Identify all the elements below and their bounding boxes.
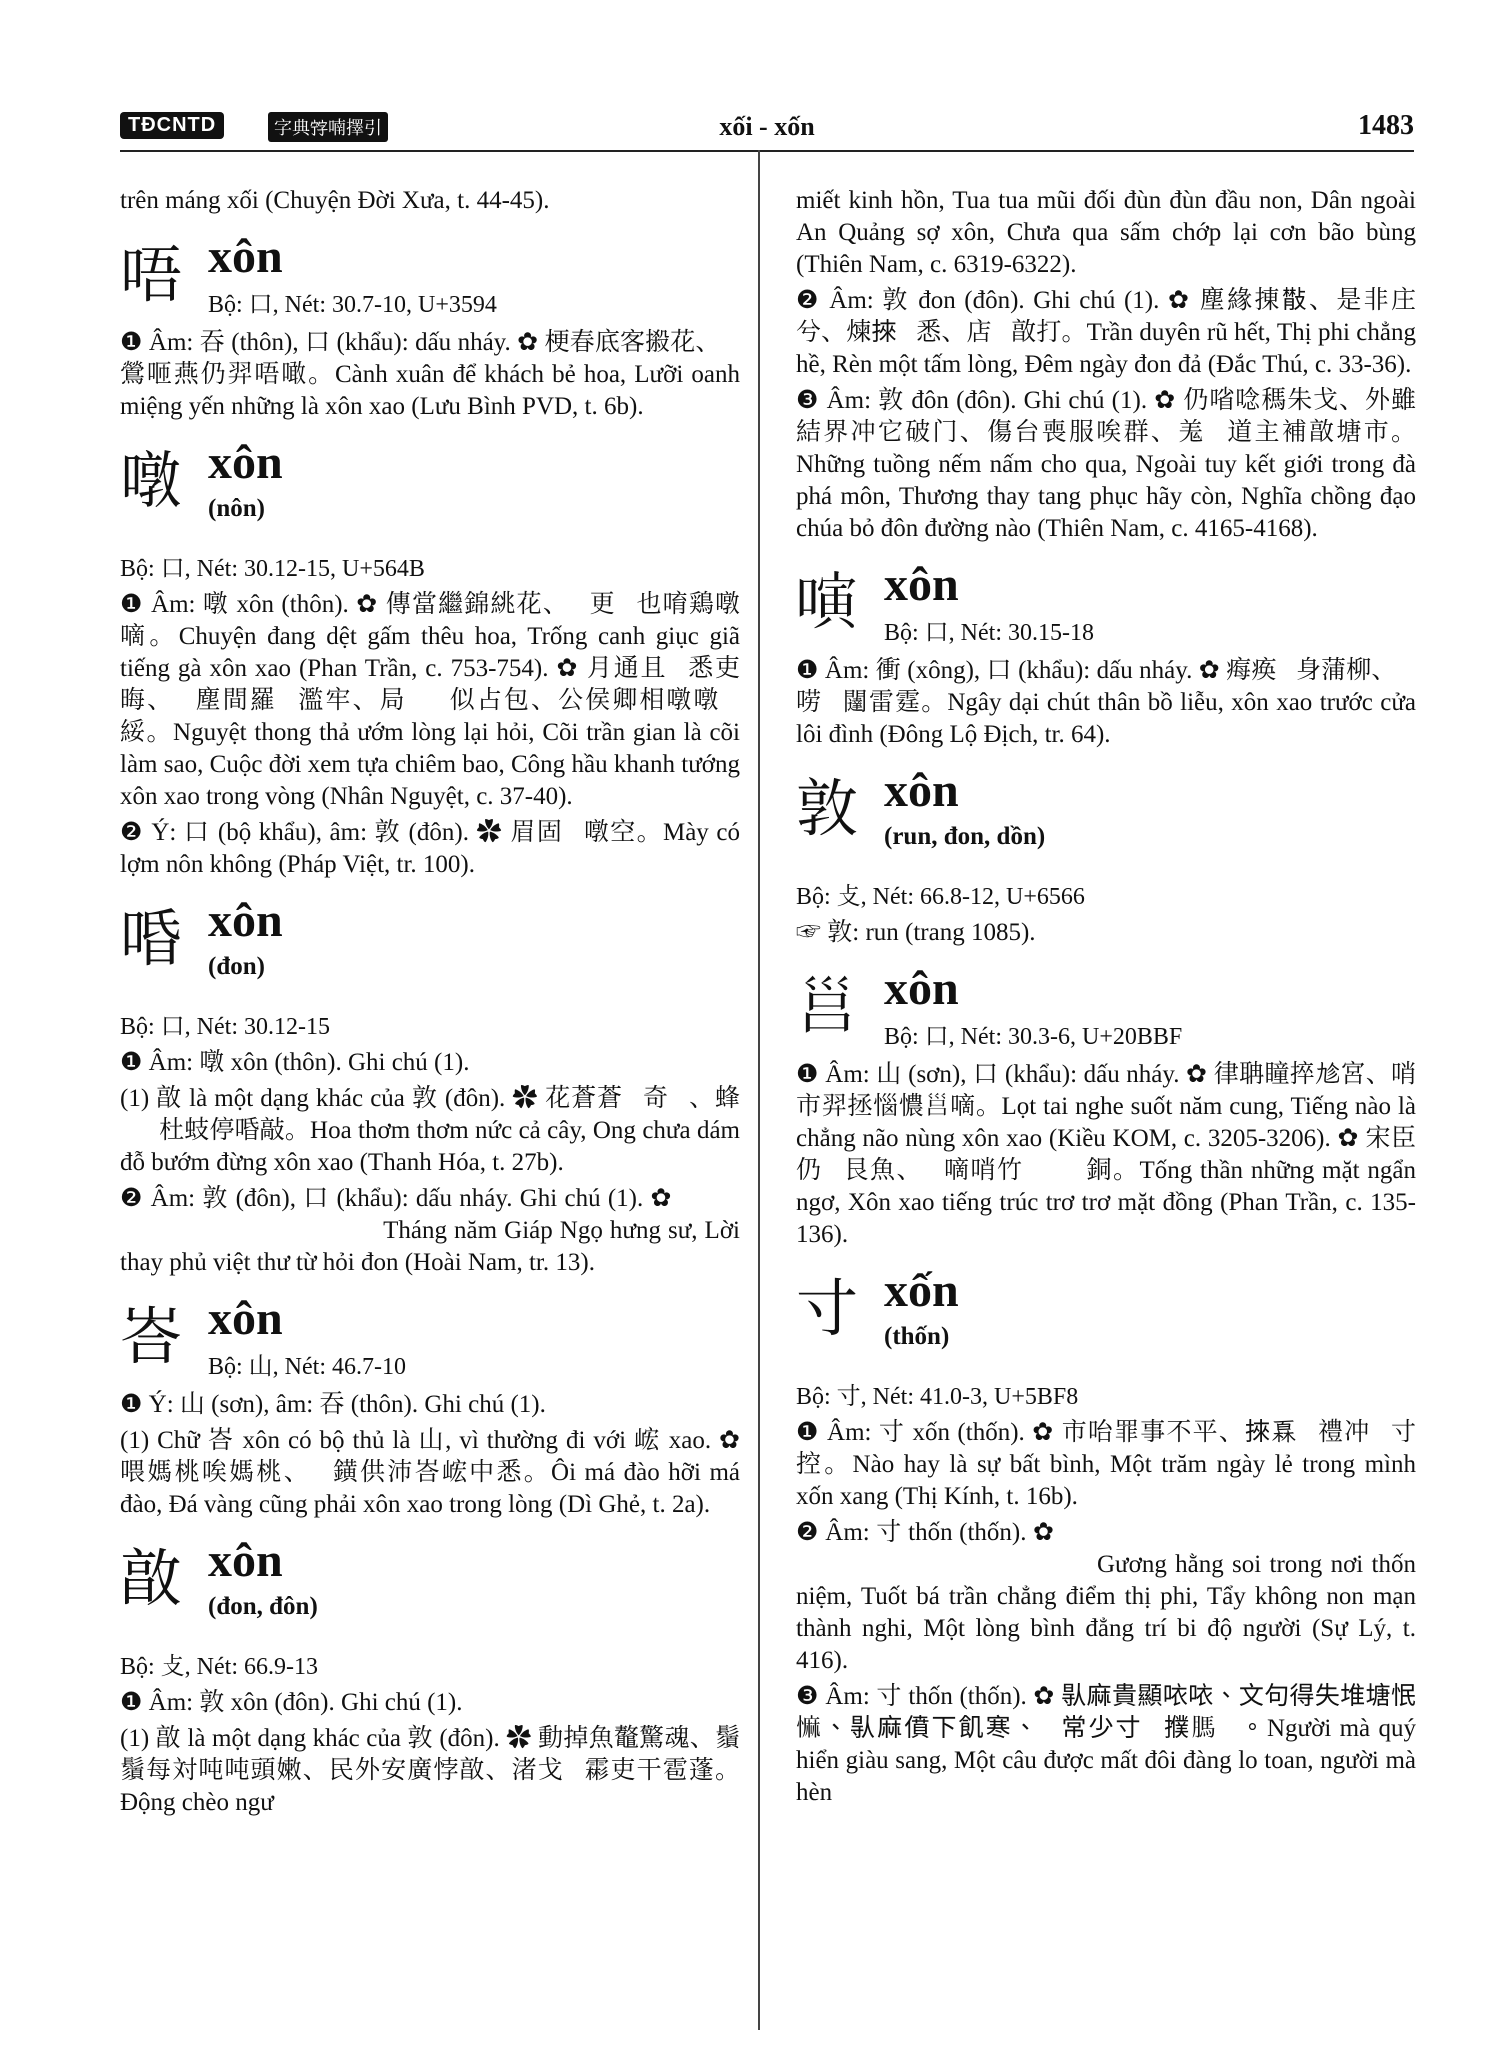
dictionary-entry (120, 230, 740, 423)
note-1: (1) 㪟 là một dạng khác của 敦 (đôn). ✿ 花蒼蒼𠿱奇𣘃、蜂𤞼𢢆杜蚑停㖧敲。Hoa thơm thơm nức cả cây, Ong chưa dám đỗ bướm đừng xôn xao (Thanh Hóa, t. 27b). (120, 1085, 740, 1176)
entry-headword: xôn (208, 1292, 283, 1345)
sense-1: ❶ Âm: 噋 xôn (thôn). ✿ 傳當繼錦絩花、𦗚更𠰘也唷鶏噋嘀。Chuyện đang dệt gấm thêu hoa, Trống canh giục giã tiếng gà xôn xao (Phan Trần, c. 753-754). ✿ 月通且𠿃悉吏晦、𡎝塵間羅𡎝濫牢、局𦝄𠯇似占包、公侯卿相噋噋𦝄綏。Nguyệt thong thả ướm lòng lại hỏi, Cõi trần gian là cõi làm sao, Cuộc đời xem tựa chiêm bao, Công hầu khanh tướng xôn xao trong vòng (Nhân Nguyệt, c. 37-40). (120, 591, 740, 810)
radical-info: Bộ: 寸, Nét: 41.0-3, U+5BF8 (796, 1384, 1079, 1410)
page-number: 1483 (1358, 110, 1414, 141)
radical-info: Bộ: 攴, Nét: 66.9-13 (120, 1654, 318, 1680)
entry-glyph: 寸 (796, 1276, 859, 1344)
entry-variants: (đon) (208, 953, 265, 980)
entry-glyph: 唔 (120, 242, 183, 310)
radical-info: Bộ: 口, Nét: 30.3-6, U+20BBF (884, 1024, 1183, 1050)
radical-info: Bộ: 口, Nét: 30.12-15, U+564B (120, 556, 425, 582)
entry-variants: (thốn) (884, 1323, 950, 1350)
dictionary-entry (796, 764, 1416, 949)
entry-variants: (run, đon, dồn) (884, 823, 1046, 850)
dictionary-entry (796, 558, 1416, 751)
entry-headword: xôn (208, 1534, 283, 1587)
entry-glyph: 敦 (796, 776, 859, 844)
sense-1: ❶ Âm: 敦 xôn (đôn). Ghi chú (1). (120, 1689, 463, 1716)
entry-headword: xốn (884, 1264, 959, 1317)
entry-glyph: 㖧 (120, 906, 183, 974)
entry-headword: xôn (208, 230, 283, 283)
dictionary-entry (120, 436, 740, 881)
dictionary-logo-nom: 字典𡨸喃擇引 (268, 112, 388, 142)
dictionary-entry (120, 1292, 740, 1521)
entry-variants: (đon, đôn) (208, 1593, 318, 1620)
sense-2: ❷ Âm: 敦 (đôn), 口 (khẩu): dấu nháy. Ghi chú (1). ✿ 𣎃𢆥甲午興師、唎台斧鉞𠹾詞晦㖧。Tháng năm Giáp Ngọ hưng sư, Lời thay phủ việt thư từ hỏi đon (Hoài Nam, tr. 13). (120, 1185, 740, 1276)
column-divider (758, 150, 760, 2030)
entry-headword: xôn (208, 436, 283, 489)
entry-glyph: 噋 (120, 448, 183, 516)
cross-reference: ☞ 敦: run (trang 1085). (796, 919, 1036, 946)
note-1: (1) Chữ 峇 xôn có bộ thủ là 山, vì thường đi với 峵 xao. ✿ 喂媽桃唉媽桃、𥒥鐄供沛峇峵中悉。Ôi má đào hỡi má đào, Đá vàng cũng phải xôn xao trong lòng (Dì Ghẻ, t. 2a). (120, 1427, 740, 1518)
dictionary-logo: TĐCNTD (120, 112, 224, 139)
radical-info: Bộ: 口, Nét: 30.12-15 (120, 1014, 330, 1040)
radical-info: Bộ: 口, Nét: 30.15-18 (884, 620, 1094, 646)
radical-info: Bộ: 山, Nét: 46.7-10 (208, 1354, 406, 1380)
sense-2: ❷ Âm: 寸 thốn (thốn). ✿ 𠽖恒𤈞工尼寸念、悴播塵拯點是非、洗空嫩慢城疑、沒悉平等智悲度𠊛。Gương hằng soi trong nơi thốn niệm, Tuốt bá trần chẳng điểm thị phi, Tẩy không non mạn thành nghi, Một lòng bình đẳng trí bi độ người (Sự Lý, t. 416). (796, 1519, 1416, 1674)
radical-info: Bộ: 攴, Nét: 66.8-12, U+6566 (796, 884, 1085, 910)
entry-glyph: 峇 (120, 1304, 183, 1372)
entry-headword: xôn (884, 962, 959, 1015)
dictionary-entry (796, 962, 1416, 1251)
note-1: (1) 㪟 là một dạng khác của 敦 (đôn). ✿ 動掉魚鼇驚魂、鬚鬚每対吨吨頭嫩、民外安廣悖㪟、渚戈𩅘霦吏干雹蓬。Động chèo ngư (120, 1725, 740, 1816)
dictionary-entry (120, 1534, 740, 1819)
right-column (796, 185, 1416, 1819)
dictionary-entry (120, 894, 740, 1279)
continuation-text: miết kinh hồn, Tua tua mũi đối đùn đùn đầu non, Dân ngoài An Quảng sợ xôn, Chưa qua sấm chớp lại cơn bão bùng (Thiên Nam, c. 6319-6322). (796, 187, 1416, 278)
continuation-text: trên máng xối (Chuyện Đời Xưa, t. 44-45). (120, 187, 550, 214)
sense-1: ❶ Âm: 吞 (thôn), 口 (khẩu): dấu nháy. ✿ 梗春底客摋花、𦧜鶯咂燕仍羿唔噉。Cành xuân để khách bẻ hoa, Lưỡi oanh miệng yến những là xôn xao (Lưu Bình PVD, t. 6b). (120, 329, 740, 420)
dictionary-entry (796, 1264, 1416, 1809)
sense-2: ❷ Âm: 敦 đon (đôn). Ghi chú (1). ✿ 塵緣㨂𢿨、是非庄兮、煉𢯦𢣃悉、店𣈗㪟打。Trần duyên rũ hết, Thị phi chẳng hề, Rèn một tấm lòng, Đêm ngày đon đả (Đắc Thú, c. 33-36). (796, 287, 1416, 378)
sense-1: ❶ Âm: 噋 xôn (thôn). Ghi chú (1). (120, 1049, 470, 1076)
sense-1: ❶ Âm: 山 (sơn), 口 (khẩu): dấu nháy. ✿ 律聃瞳捽𠃩宮、哨市羿拯惱憹𡿷嘀。Lọt tai nghe suốt năm cung, Tiếng nào là chẳng não nùng xôn xao (Kiều KOM, c. 3205-3206). ✿ 宋臣仍𩈘艮魚、𡿷嘀哨竹𤞼𤞼𩈘銅。Tống thần những mặt ngẩn ngơ, Xôn xao tiếng trúc trơ trơ mặt đồng (Phan Trần, c. 135-136). (796, 1061, 1416, 1248)
sense-2: ❷ Ý: 口 (bộ khẩu), âm: 敦 (đôn). ✿ 眉固𡃍噋空。Mày có lợm nôn không (Pháp Việt, tr. 100). (120, 819, 740, 878)
entry-variants: (nôn) (208, 495, 265, 522)
entry-glyph: 𡿷 (796, 974, 859, 1042)
entry-headword: xôn (208, 894, 283, 947)
entry-headword: xôn (884, 764, 959, 817)
running-head: xối - xốn (719, 112, 815, 141)
sense-3: ❸ Âm: 敦 đôn (đôn). Ghi chú (1). ✿ 仍㗂唸𥡗朱戈、外雖結界冲它破门、傷台喪服唉群、羗𧾿道主補㪟塘市。Những tuồng nếm nấm cho qua, Ngoài tuy kết giới trong đà phá môn, Thương thay tang phục hãy còn, Nghĩa chồng đạo chúa bỏ đôn đường nào (Thiên Nam, c. 4165-4168). (796, 387, 1416, 542)
entry-glyph: 㪟 (120, 1546, 183, 1614)
sense-1: ❶ Âm: 衝 (xông), 口 (khẩu): dấu nháy. ✿ 痗痪𠃣身蒲柳、𠻤唠𡑝闥雷霆。Ngây dại chút thân bồ liễu, xôn xao trước cửa lôi đình (Đông Lộ Địch, tr. 64). (796, 657, 1416, 748)
left-column (120, 185, 740, 1829)
page-header (120, 108, 1414, 152)
entry-headword: xôn (884, 558, 959, 611)
entry-glyph: 𠻤 (796, 570, 859, 638)
sense-1: ❶ Ý: 山 (sơn), âm: 吞 (thôn). Ghi chú (1). (120, 1391, 546, 1418)
sense-3: ❸ Âm: 寸 thốn (thốn). ✿ 𠊛麻貴顯𠲖𠲖、文句得失堆塘怋𢠩、𠊛麻僨下飢寒、𨔾常少寸𣋇𢷏𦟐𨁪。Người mà quý hiển giàu sang, Một câu được mất đôi đàng lo toan, người mà hèn (796, 1683, 1416, 1806)
radical-info: Bộ: 口, Nét: 30.7-10, U+3594 (208, 292, 497, 318)
sense-1: ❶ Âm: 寸 xốn (thốn). ✿ 市咍罪事不平、𢯦𤾓𣈗禮冲𨉓寸控。Nào hay là sự bất bình, Một trăm ngày lẻ trong mình xốn xang (Thị Kính, t. 16b). (796, 1419, 1416, 1510)
